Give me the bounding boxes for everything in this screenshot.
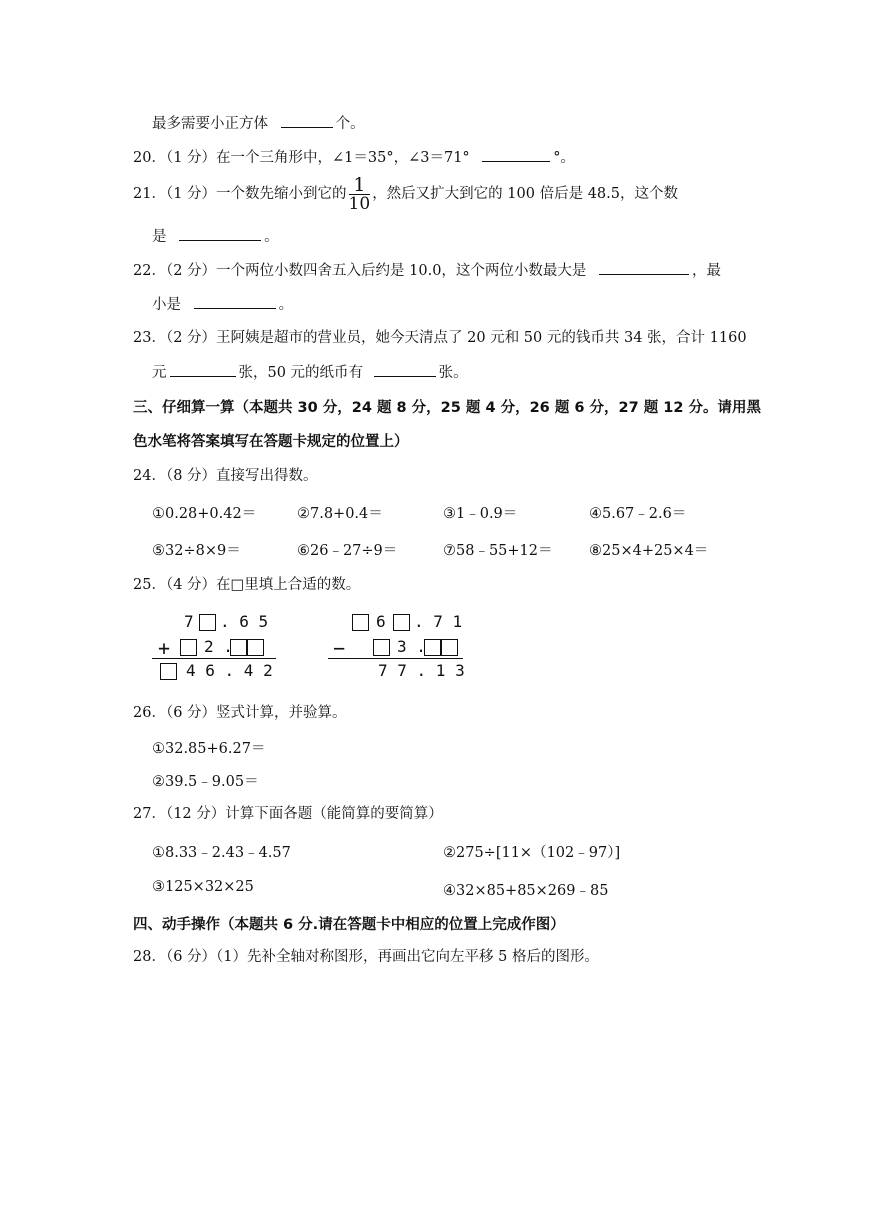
sum-line [152,658,276,659]
section-3-heading-line2: 色水笔将答案填写在答题卡规定的位置上） [133,434,409,450]
q27-item: ③125×32×25 [152,879,254,895]
question-21 [133,174,678,214]
fill-box[interactable] [160,663,177,680]
answer-blank[interactable] [374,362,436,377]
fill-box[interactable] [247,639,264,656]
q26-item: ①32.85+6.27＝ [152,741,266,757]
q22-post: ，最 [692,263,722,279]
question-22-line2 [152,294,293,315]
question-24-title: 24．（8 分）直接写出得数。 [133,468,318,484]
q20-text: 20．（1 分）在一个三角形中，∠1＝35°，∠3＝71° [133,150,470,166]
q24-item: ⑦58﹣55+12＝ [443,543,553,559]
fraction [348,173,371,214]
q21-end: 。 [264,229,279,245]
q22-pre: 22．（2 分）一个两位小数四舍五入后约是 10.0，这个两位小数最大是 [133,263,587,279]
question-22 [133,260,721,281]
question-21-line2 [152,226,279,247]
plus-sign: + [158,636,171,660]
digits: . 6 5 [220,612,269,631]
q19-tail [152,113,365,134]
q27-item: ①8.33﹣2.43﹣4.57 [152,845,291,861]
difference-line [328,658,463,659]
question-20 [133,147,575,168]
q22-end: 。 [278,297,294,313]
q21-post: ，然后又扩大到它的 100 倍后是 48.5，这个数 [372,186,678,202]
question-28: 28．（6 分）（1）先补全轴对称图形，再画出它向左平移 5 格后的图形。 [133,949,599,965]
fill-box[interactable] [393,614,410,631]
minus-sign: − [333,636,346,660]
digit: 7 [184,612,194,631]
digits: 3 . [397,637,426,656]
fraction-denominator: 10 [348,193,371,214]
q23-line2-c: 张。 [438,365,468,381]
question-23 [133,328,747,348]
q24-item: ⑧25×4+25×4＝ [589,543,709,559]
answer-blank[interactable] [482,147,550,162]
q19-unit: 个。 [335,116,365,132]
section-3-heading: 三、仔细算一算（本题共 30 分，24 题 8 分，25 题 4 分，26 题 6 分，27 题 12 分。请用黑 [133,400,762,416]
digits: 4 6 . 4 2 [186,661,273,680]
q24-item: ③1﹣0.9＝ [443,506,518,522]
q27-item: ④32×85+85×269﹣85 [443,883,609,899]
q21-line2: 是 [152,229,167,245]
q26-item: ②39.5﹣9.05＝ [152,774,259,790]
digits: 7 7 . 1 3 [378,661,465,680]
fill-box[interactable] [199,614,216,631]
q24-item: ⑥26﹣27÷9＝ [297,543,398,559]
q22-line2: 小是 [152,297,181,313]
q24-item: ②7.8+0.4＝ [297,506,383,522]
answer-blank[interactable] [281,113,333,128]
q20-unit: °。 [553,150,576,166]
q23-line1: 23．（2 分）王阿姨是超市的营业员，她今天清点了 20 元和 50 元的钱币共 34 张，合计 1160 [133,330,747,346]
fill-box[interactable] [424,639,441,656]
q27-item: ②275÷[11×（102﹣97）] [443,845,621,861]
answer-blank[interactable] [599,260,689,275]
section-4-heading: 四、动手操作（本题共 6 分.请在答题卡中相应的位置上完成作图） [133,917,565,933]
answer-blank[interactable] [179,226,261,241]
answer-blank[interactable] [170,362,236,377]
q24-item: ④5.67﹣2.6＝ [589,506,687,522]
digit: 6 [376,612,386,631]
fill-box[interactable] [230,639,247,656]
answer-blank[interactable] [194,294,276,309]
fill-box[interactable] [180,639,197,656]
q24-item: ⑤32÷8×9＝ [152,543,241,559]
question-25-title: 25．（4 分）在□里填上合适的数。 [133,577,361,593]
digits: 2 . [204,637,233,656]
fill-box[interactable] [441,639,458,656]
digits: . 7 1 [414,612,463,631]
q21-pre: 21．（1 分）一个数先缩小到它的 [133,186,347,202]
fill-box[interactable] [352,614,369,631]
q19-text: 最多需要小正方体 [152,116,268,132]
q23-line2-b: 张，50 元的纸币有 [238,365,364,381]
q24-item: ①0.28+0.42＝ [152,506,257,522]
q23-line2-a: 元 [152,365,167,381]
question-26-title: 26．（6 分）竖式计算，并验算。 [133,705,347,721]
fill-box[interactable] [373,639,390,656]
question-23-line2 [152,362,468,383]
fraction-numerator: 1 [349,176,371,195]
question-27-title: 27．（12 分）计算下面各题（能简算的要简算） [133,806,443,822]
